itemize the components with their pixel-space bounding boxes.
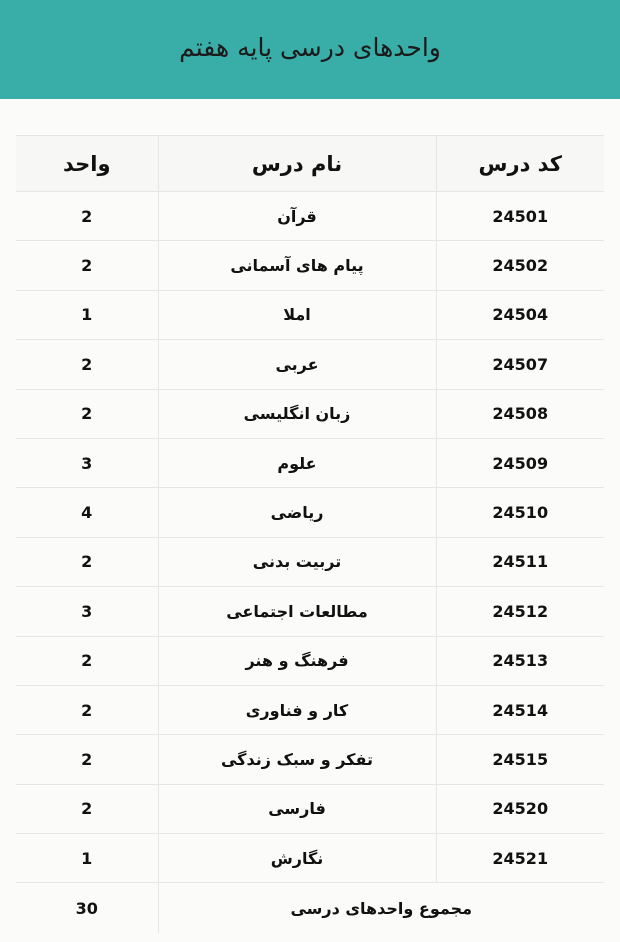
course-units: 3: [81, 453, 93, 473]
course-units-cell: [16, 389, 158, 438]
course-units: 2: [81, 552, 93, 572]
course-code-cell: [436, 389, 604, 438]
course-name-cell: نگارش: [158, 834, 436, 883]
course-code: 24521: [492, 848, 549, 868]
course-code-cell: [436, 241, 604, 290]
course-name-cell: املا: [158, 290, 436, 339]
course-code-cell: [436, 834, 604, 883]
course-code-cell: [436, 340, 604, 389]
course-name-cell: قرآن: [158, 192, 436, 241]
course-code: 24510: [492, 503, 549, 523]
course-units-cell: [16, 340, 158, 389]
course-code: 24520: [492, 799, 549, 819]
table-row: [16, 389, 604, 438]
course-code-cell: [436, 587, 604, 636]
course-code-cell: [436, 537, 604, 586]
course-name-cell: علوم: [158, 438, 436, 487]
column-header-units: واحد: [16, 136, 158, 192]
table-row: [16, 685, 604, 734]
page-header: [0, 0, 620, 99]
course-code: 24515: [492, 749, 549, 769]
course-code: 24507: [492, 354, 549, 374]
course-code-cell: [436, 438, 604, 487]
course-units-cell: [16, 735, 158, 784]
course-code: 24514: [492, 700, 549, 720]
course-name-cell: فرهنگ و هنر: [158, 636, 436, 685]
table-row: [16, 537, 604, 586]
courses-table: [16, 135, 604, 933]
table-header-row: [16, 136, 604, 192]
course-code-cell: [436, 290, 604, 339]
course-units: 2: [81, 799, 93, 819]
course-name-cell: فارسی: [158, 784, 436, 833]
course-units-cell: [16, 241, 158, 290]
course-code: 24513: [492, 651, 549, 671]
course-code-cell: [436, 488, 604, 537]
table-row: [16, 784, 604, 833]
course-name-cell: پیام های آسمانی: [158, 241, 436, 290]
table-row: [16, 488, 604, 537]
course-code: 24501: [492, 206, 549, 226]
course-code-cell: [436, 784, 604, 833]
total-units-value: 30: [75, 898, 98, 918]
course-code-cell: [436, 636, 604, 685]
course-units-cell: [16, 685, 158, 734]
total-units-cell: [16, 883, 158, 934]
course-units-cell: [16, 834, 158, 883]
course-name-cell: تفکر و سبک زندگی: [158, 735, 436, 784]
table-row: [16, 340, 604, 389]
course-units: 3: [81, 601, 93, 621]
course-units: 2: [81, 256, 93, 276]
course-code: 24511: [492, 552, 549, 572]
table-row: [16, 438, 604, 487]
total-row: [16, 883, 604, 934]
course-units: 2: [81, 404, 93, 424]
courses-table-container: [16, 135, 604, 933]
page-title: واحدهای درسی پایه هفتم: [179, 33, 441, 62]
course-units: 1: [81, 305, 93, 325]
course-units-cell: [16, 192, 158, 241]
table-row: [16, 587, 604, 636]
table-row: [16, 192, 604, 241]
course-units-cell: [16, 587, 158, 636]
course-code: 24504: [492, 305, 549, 325]
table-row: [16, 290, 604, 339]
total-label: مجموع واحدهای درسی: [290, 898, 473, 918]
table-row: [16, 241, 604, 290]
column-header-code: کد درس: [436, 136, 604, 192]
course-units: 2: [81, 354, 93, 374]
course-name-cell: عربی: [158, 340, 436, 389]
course-units-cell: [16, 290, 158, 339]
table-row: [16, 834, 604, 883]
course-units: 1: [81, 848, 93, 868]
course-code-cell: [436, 735, 604, 784]
course-code: 24512: [492, 601, 549, 621]
column-header-name: نام درس: [158, 136, 436, 192]
course-units-cell: [16, 636, 158, 685]
table-row: [16, 735, 604, 784]
course-units: 4: [81, 503, 93, 523]
course-code: 24502: [492, 256, 549, 276]
course-code: 24508: [492, 404, 549, 424]
course-name-cell: تربیت بدنی: [158, 537, 436, 586]
course-name-cell: ریاضی: [158, 488, 436, 537]
course-units: 2: [81, 206, 93, 226]
course-units: 2: [81, 700, 93, 720]
course-units-cell: [16, 537, 158, 586]
table-row: [16, 636, 604, 685]
course-name-cell: زبان انگلیسی: [158, 389, 436, 438]
course-code: 24509: [492, 453, 549, 473]
course-name-cell: کار و فناوری: [158, 685, 436, 734]
course-units: 2: [81, 651, 93, 671]
course-code-cell: [436, 192, 604, 241]
course-units-cell: [16, 488, 158, 537]
course-name-cell: مطالعات اجتماعی: [158, 587, 436, 636]
course-units-cell: [16, 784, 158, 833]
course-units-cell: [16, 438, 158, 487]
course-code-cell: [436, 685, 604, 734]
course-units: 2: [81, 749, 93, 769]
